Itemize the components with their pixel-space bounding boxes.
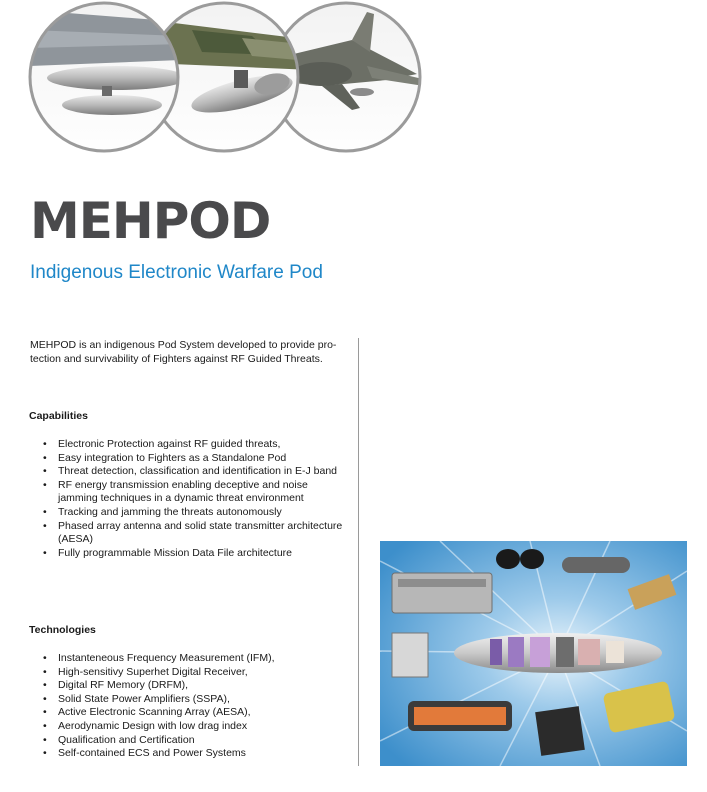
list-item: • Qualification and Certification xyxy=(58,734,348,748)
pod-subsystems-diagram xyxy=(380,541,687,766)
list-item: • Active Electronic Scanning Array (AESA), xyxy=(58,706,348,720)
list-item: • Instanteneous Frequency Measurement (IFM), xyxy=(58,652,348,666)
aircraft-hero-images xyxy=(22,0,432,160)
page-title: MEHPOD xyxy=(30,192,271,250)
capabilities-heading: Capabilities xyxy=(29,410,88,422)
column-divider xyxy=(358,338,359,766)
intro-paragraph: MEHPOD is an indigenous Pod System developed to provide pro-tection and survivability of Fighters against RF Guided Threats. xyxy=(30,339,337,365)
technologies-list xyxy=(58,652,348,761)
technologies-heading: Technologies xyxy=(29,624,96,636)
list-item: • Threat detection, classification and identification in E-J band xyxy=(58,465,348,479)
list-item: • Electronic Protection against RF guided threats, xyxy=(58,438,348,452)
f16-wing-pod-image xyxy=(30,0,187,160)
capabilities-list xyxy=(58,438,348,560)
list-item: • RF energy transmission enabling deceptive and noise jamming techniques in a dynamic threat environment xyxy=(58,479,348,506)
page-subtitle: Indigenous Electronic Warfare Pod xyxy=(30,262,323,283)
list-item: • Aerodynamic Design with low drag index xyxy=(58,720,348,734)
list-item: • Digital RF Memory (DRFM), xyxy=(58,679,348,693)
list-item: • Self-contained ECS and Power Systems xyxy=(58,747,348,761)
list-item: • Solid State Power Amplifiers (SSPA), xyxy=(58,693,348,707)
list-item: • Easy integration to Fighters as a Standalone Pod xyxy=(58,452,348,466)
list-item: • Tracking and jamming the threats autonomously xyxy=(58,506,348,520)
list-item: • Fully programmable Mission Data File architecture xyxy=(58,547,348,561)
list-item: • High-sensitivy Superhet Digital Receiver, xyxy=(58,666,348,680)
list-item: • Phased array antenna and solid state transmitter architecture (AESA) xyxy=(58,520,348,547)
